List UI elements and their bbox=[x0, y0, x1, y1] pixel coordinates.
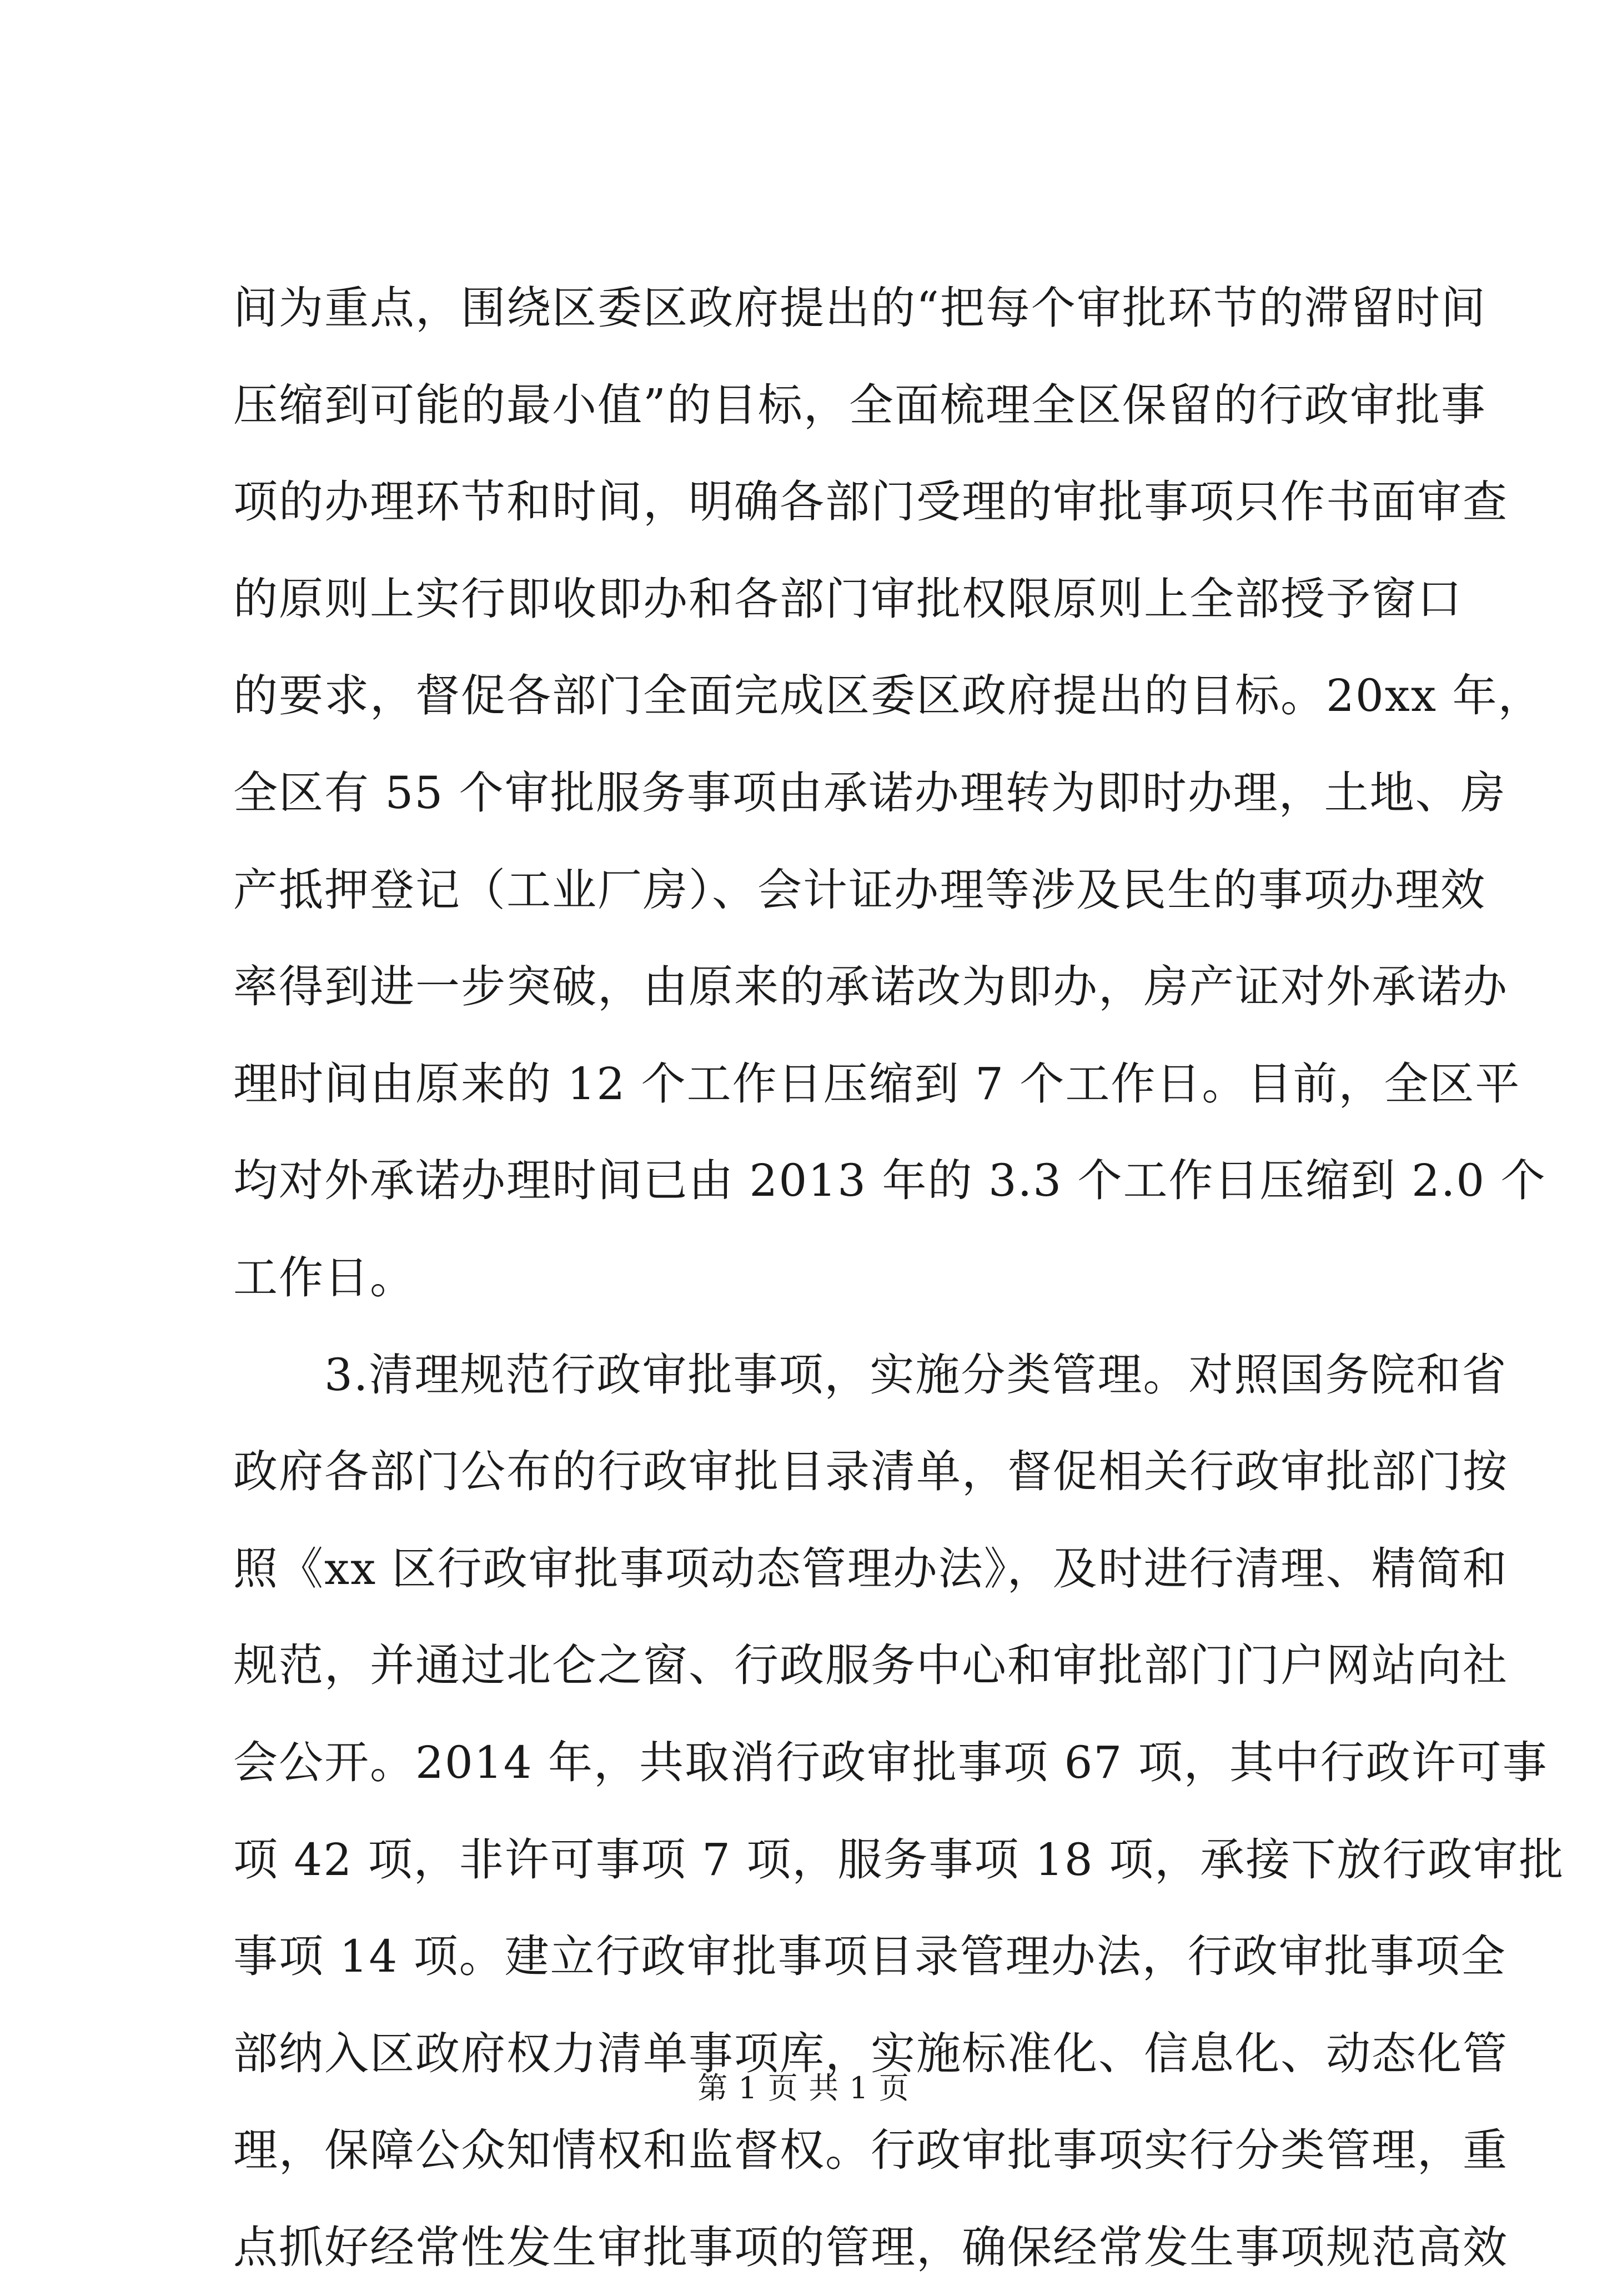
text-line: 的原则上实行即收即办和各部门审批权限原则上全部授予窗口 bbox=[233, 573, 1463, 625]
text-line: 全区有 55 个审批服务事项由承诺办理转为即时办理，土地、房 bbox=[233, 766, 1506, 819]
text-line: 部纳入区政府权力清单事项库，实施标准化、信息化、动态化管 bbox=[233, 2027, 1508, 2079]
text-line: 的要求，督促各部门全面完成区委区政府提出的目标。20xx 年， bbox=[233, 670, 1544, 722]
text-line: 压缩到可能的最小值”的目标，全面梳理全区保留的行政审批事 bbox=[233, 379, 1487, 431]
text-line: 产抵押登记（工业厂房）、会计证办理等涉及民生的事项办理效 bbox=[233, 864, 1486, 916]
text-line: 事项 14 项。建立行政审批事项目录管理办法，行政审批事项全 bbox=[233, 1931, 1506, 1983]
text-line: 点抓好经常性发生审批事项的管理，确保经常发生事项规范高效 bbox=[233, 2221, 1508, 2273]
page-footer: 第 1 页 共 1 页 bbox=[697, 2071, 910, 2105]
text-line: 政府各部门公布的行政审批目录清单，督促相关行政审批部门按 bbox=[233, 1446, 1508, 1498]
body-text bbox=[233, 260, 1565, 2296]
text-line: 均对外承诺办理时间已由 2013 年的 3.3 个工作日压缩到 2.0 个 bbox=[233, 1155, 1546, 1207]
text-line: 率得到进一步突破，由原来的承诺改为即办，房产证对外承诺办 bbox=[233, 961, 1508, 1013]
text-line: 照《xx 区行政审批事项动态管理办法》，及时进行清理、精简和 bbox=[233, 1542, 1508, 1595]
text-line: 会公开。2014 年，共取消行政审批事项 67 项，其中行政许可事 bbox=[233, 1736, 1548, 1788]
text-line: 项 42 项，非许可事项 7 项，服务事项 18 项，承接下放行政审批 bbox=[233, 1833, 1565, 1886]
text-line: 规范，并通过北仑之窗、行政服务中心和审批部门门户网站向社 bbox=[233, 1640, 1508, 1692]
text-line: 项的办理环节和时间，明确各部门受理的审批事项只作书面审查 bbox=[233, 476, 1508, 528]
text-line: 工作日。 bbox=[233, 1251, 415, 1304]
text-line: 理时间由原来的 12 个工作日压缩到 7 个工作日。目前，全区平 bbox=[233, 1057, 1521, 1110]
text-line: 理，保障公众知情权和监督权。行政审批事项实行分类管理，重 bbox=[233, 2124, 1508, 2177]
text-line: 间为重点，围绕区委区政府提出的“把每个审批环节的滞留时间 bbox=[233, 282, 1487, 334]
text-line: 3.清理规范行政审批事项，实施分类管理。对照国务院和省 bbox=[233, 1348, 1508, 1401]
